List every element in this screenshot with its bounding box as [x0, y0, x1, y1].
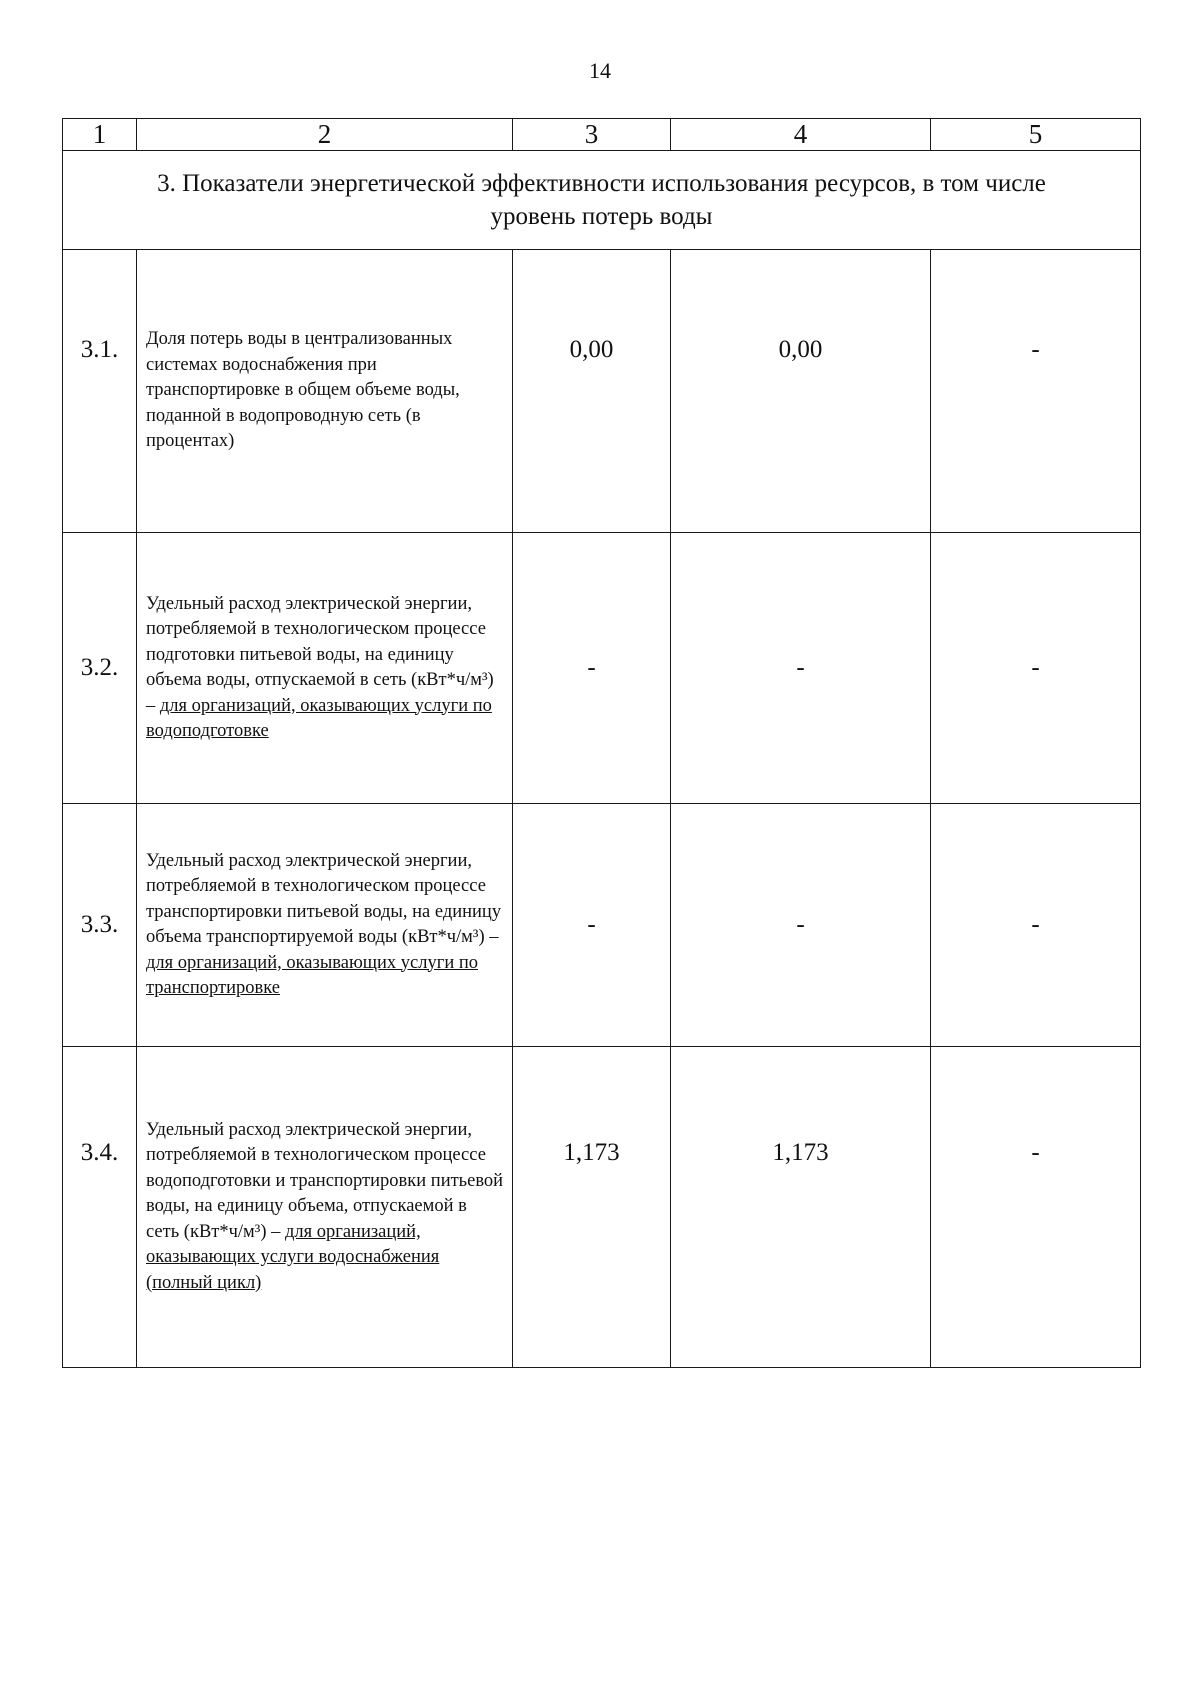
- value-col5: -: [931, 250, 1141, 533]
- column-header-1: 1: [63, 119, 137, 151]
- table-row: [63, 250, 1141, 533]
- section-title: 3. Показатели энергетической эффективности использования ресурсов, в том числе уровень потерь воды: [63, 151, 1141, 250]
- column-header-row: [63, 119, 1141, 151]
- description-text: Доля потерь воды в централизованных системах водоснабжения при транспортировке в общем объеме воды, поданной в водопроводную сеть (в процентах): [146, 329, 460, 452]
- column-header-5: 5: [931, 119, 1141, 151]
- column-header-3: 3: [513, 119, 671, 151]
- table-row: [63, 1047, 1141, 1368]
- description-text: Удельный расход электрической энергии, потребляемой в технологическом процессе подготовки питьевой воды, на единицу объема воды, отпускаемой в сеть (кВт*ч/м³) –: [146, 593, 494, 716]
- value-col3: 1,173: [513, 1047, 671, 1368]
- row-number: 3.2.: [63, 533, 137, 804]
- description-text: Удельный расход электрической энергии, потребляемой в технологическом процессе водоподготовки и транспортировки питьевой воды, на единицу объема, отпускаемой в сеть (кВт*ч/м³) –: [146, 1119, 504, 1242]
- description-underlined: для организаций, оказывающих услуги по водоподготовке: [146, 695, 492, 741]
- row-description: [137, 250, 513, 533]
- row-description: [137, 533, 513, 804]
- table-row: [63, 804, 1141, 1047]
- row-description: [137, 1047, 513, 1368]
- column-header-4: 4: [671, 119, 931, 151]
- value-col4: 1,173: [671, 1047, 931, 1368]
- description-underlined: для организаций, оказывающих услуги по транспортировке: [146, 952, 479, 998]
- description-text: Удельный расход электрической энергии, потребляемой в технологическом процессе транспортировки питьевой воды, на единицу объема транспортируемой воды (кВт*ч/м³) –: [146, 850, 502, 947]
- indicators-table: [62, 118, 1141, 1368]
- row-number: 3.4.: [63, 1047, 137, 1368]
- row-number: 3.3.: [63, 804, 137, 1047]
- row-number: 3.1.: [63, 250, 137, 533]
- value-col5: -: [931, 533, 1141, 804]
- section-row: [63, 151, 1141, 250]
- value-col4: 0,00: [671, 250, 931, 533]
- value-col4: -: [671, 533, 931, 804]
- table-row: [63, 533, 1141, 804]
- description-underlined: для организаций, оказывающих услуги водоснабжения (полный цикл): [146, 1221, 440, 1293]
- value-col5: -: [931, 1047, 1141, 1368]
- value-col3: -: [513, 804, 671, 1047]
- value-col3: 0,00: [513, 250, 671, 533]
- value-col5: -: [931, 804, 1141, 1047]
- value-col3: -: [513, 533, 671, 804]
- value-col4: -: [671, 804, 931, 1047]
- row-description: [137, 804, 513, 1047]
- page-number: 14: [589, 58, 611, 83]
- column-header-2: 2: [137, 119, 513, 151]
